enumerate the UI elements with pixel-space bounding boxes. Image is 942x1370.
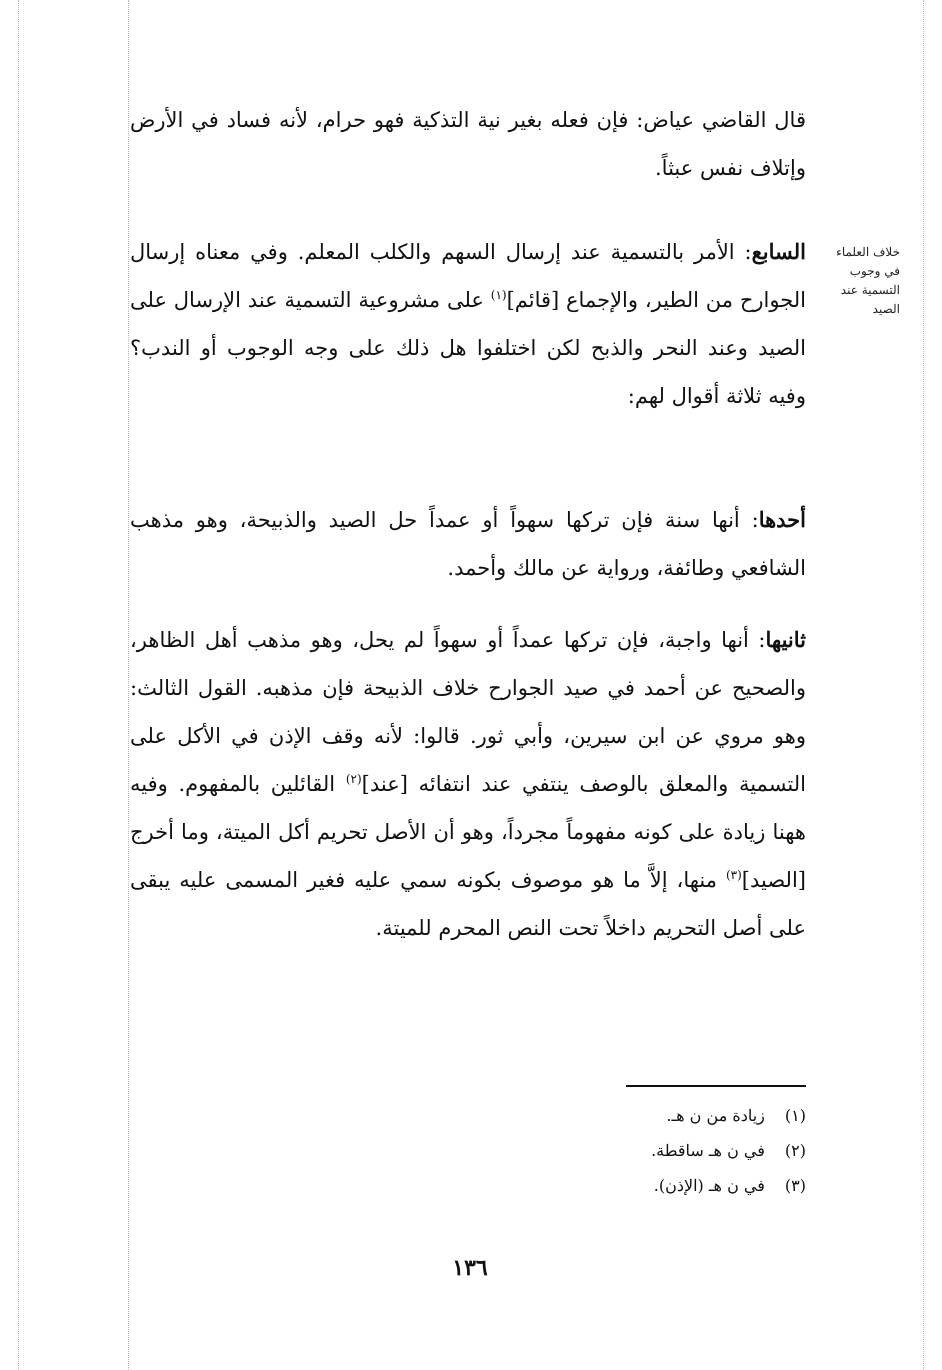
footnote-ref-1: (١): [490, 288, 507, 302]
footnote-ref-2: (٢): [345, 772, 362, 786]
margin-note: [810, 243, 900, 319]
paragraph-text: : الأمر بالتسمية عند إرسال السهم والكلب المعلم. وفي معناه إرسال الجوارح من الطير، والإجماع [قائم]: [130, 240, 806, 312]
footnote-divider: [626, 1085, 806, 1087]
footnote-item: [500, 1098, 806, 1133]
footnote-number: (١): [784, 1106, 806, 1125]
footnote-item: [500, 1168, 806, 1203]
paragraph-text: : أنها واجبة، فإن تركها عمداً أو سهواً لم يحل، وهو مذهب أهل الظاهر، والصحيح عن أحمد في صيد الجوارح خلاف الذبيحة فإن مذهبه. القول الثالث: وهو مروي عن ابن سيرين، وأبي ثور. قالوا: لأنه وقف الإذن في الأكل على التسمية والمعلق بالوصف ينتفي عند انتفائه [عند]: [130, 628, 806, 796]
footnote-item: [500, 1133, 806, 1168]
footnote-text: زيادة من ن هـ.: [666, 1106, 765, 1125]
paragraph-lead: السابع: [751, 239, 806, 264]
page-edge-right: [923, 0, 924, 1370]
paragraph-first-opinion: [130, 496, 806, 592]
footnote-ref-3: (٣): [725, 868, 742, 882]
paragraph-seventh: [130, 228, 806, 420]
paragraph-text: قال القاضي عياض: فإن فعله بغير نية التذكية فهو حرام، لأنه فساد في الأرض وإتلاف نفس عبثاً.: [130, 108, 806, 180]
paragraph-lead: أحدها: [758, 507, 806, 532]
margin-note-line: في وجوب: [849, 264, 900, 278]
footnote-text: في ن هـ ساقطة.: [651, 1141, 765, 1160]
margin-note-line: الصيد: [872, 302, 900, 316]
paragraph-text: منها، إلاَّ ما هو موصوف بكونه سمي عليه فغير المسمى عليه يبقى على أصل التحريم داخلاً تحت النص المحرم للميتة.: [130, 868, 806, 940]
paragraph-text: على مشروعية التسمية عند الإرسال على الصيد وعند النحر والذبح لكن اختلفوا هل ذلك على وجه الوجوب أو الندب؟ وفيه ثلاثة أقوال لهم:: [130, 288, 806, 408]
paragraph-text: القائلين بالمفهوم. وفيه ههنا زيادة على كونه مفهوماً مجرداً، وهو أن الأصل تحريم أكل الميتة، وما أخرج [الصيد]: [130, 772, 806, 892]
footnote-text: في ن هـ (الإذن).: [653, 1176, 765, 1195]
paragraph-text: : أنها سنة فإن تركها سهواً أو عمداً حل الصيد والذبيحة، وهو مذهب الشافعي وطائفة، ورواية عن مالك وأحمد.: [130, 508, 806, 580]
footnotes: [500, 1098, 806, 1203]
page-number: ١٣٦: [452, 1255, 488, 1281]
margin-note-line: خلاف العلماء: [836, 245, 900, 259]
page-edge-left: [18, 0, 19, 1370]
paragraph-second-opinion: [130, 616, 806, 952]
paragraph-lead: ثانيها: [765, 627, 806, 652]
page-edge-inner: [128, 0, 129, 1370]
footnote-number: (٢): [784, 1141, 806, 1160]
footnote-number: (٣): [784, 1176, 806, 1195]
paragraph-qadi-iyad: [130, 96, 806, 192]
margin-note-line: التسمية عند: [840, 283, 900, 297]
